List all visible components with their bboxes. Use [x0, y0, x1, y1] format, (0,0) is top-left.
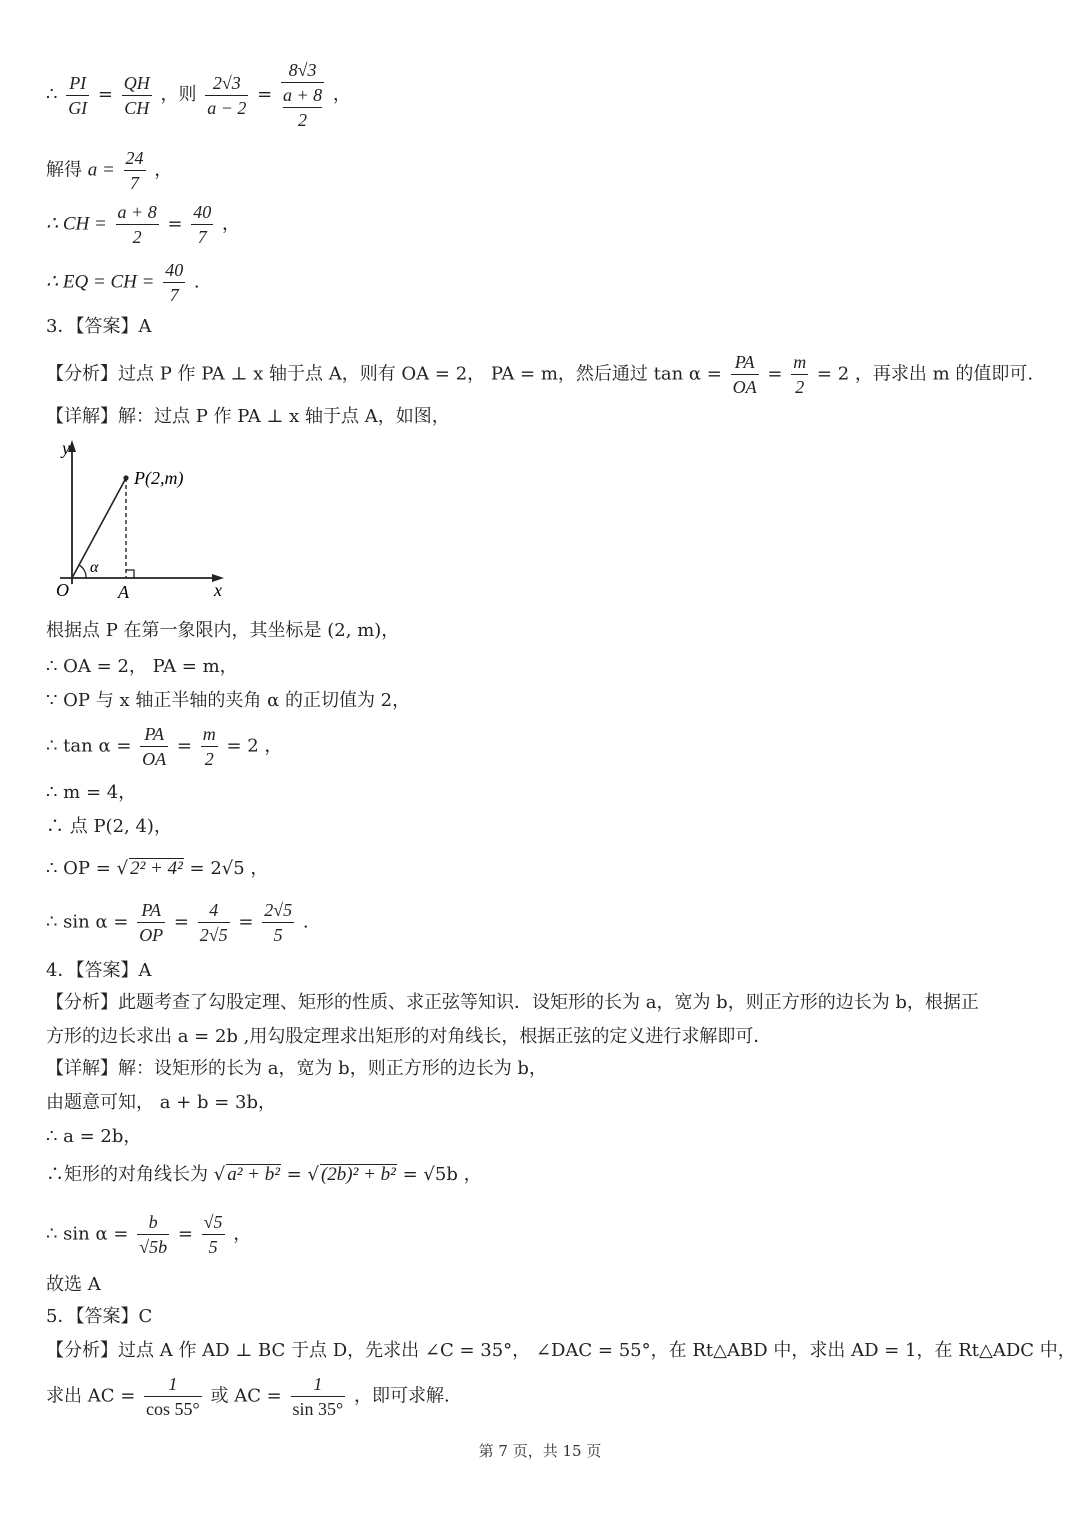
ch-line: ∴ CH = $\frac{a + 8}{2}$ = $\frac{40}{7}$ ， — [46, 202, 240, 247]
q4-analysis-line-1: 【分析】此题考查了勾股定理、矩形的性质、求正弦等知识．设矩形的长为 a，宽为 b，则正方形的边长为 b，根据正 — [46, 992, 979, 1013]
label-alpha: α — [90, 559, 99, 576]
page-footer: 第 7 页，共 15 页 — [478, 1442, 602, 1460]
q3-step-4: ∴ tan α = $\frac{PA}{OA}$ = $\frac{m}{2}$ = 2 ， — [46, 724, 283, 769]
q4-step-4: ∴ sin α = $\frac{b}{√5b}$ = $\frac{√5}{5}$ ， — [46, 1212, 252, 1257]
segment-op — [72, 478, 126, 578]
q5-heading: 5．【答案】C — [46, 1306, 153, 1327]
eq-ratio-line: ∴ $\frac{PI}{GI}$ = $\frac{QH}{CH}$ ，则 $\frac{2√3}{a - 2}$ = 8√3 a + 8 2 ， — [46, 60, 351, 130]
q3-step-8: ∴ sin α = $\frac{PA}{OP}$ = $\frac{4}{2√5}$ = $\frac{2√5}{5}$ . — [46, 900, 309, 945]
q3-analysis: 【分析】过点 P 作 PA ⊥ x 轴于点 A，则有 OA = 2， PA = m，然后通过 tan α = $\frac{PA}{OA}$ = $\frac{m}{2}$ = 2 ，再求出 m 的值即可. — [46, 352, 1034, 397]
q3-step-6: ∴ 点 P(2, 4)， — [46, 816, 172, 837]
q3-step-5: ∴ m = 4， — [46, 782, 137, 803]
q5-analysis-line-2: 求出 AC = $\frac{1}{\cos 55^\circ}$ 或 AC = $\frac{1}{\sin 35^\circ}$ ，即可求解. — [46, 1374, 450, 1419]
q3-step-2: ∴ OA = 2， PA = m， — [46, 656, 238, 677]
q3-detail: 【详解】解：过点 P 作 PA ⊥ x 轴于点 A，如图， — [46, 406, 450, 427]
q4-step-1: 由题意可知， a + b = 3b， — [46, 1092, 277, 1113]
q3-step-3: ∵ OP 与 x 轴正半轴的夹角 α 的正切值为 2， — [46, 690, 411, 711]
label-y: y — [62, 438, 70, 458]
label-o: O — [56, 580, 69, 600]
label-a: A — [118, 582, 129, 602]
q5-analysis-line-1: 【分析】过点 A 作 AD ⊥ BC 于点 D，先求出 ∠C = 35°， ∠DAC = 55°，在 Rt△ABD 中，求出 AD = 1，在 Rt△ADC 中， — [46, 1340, 1076, 1361]
q4-step-3: ∴矩形的对角线长为 √ a² + b² = √ (2b)² + b² = √5b ， — [46, 1164, 482, 1185]
q3-heading: 3．【答案】A — [46, 316, 152, 337]
solve-a-line: 解得 a = $\frac{24}{7}$ ， — [46, 148, 173, 193]
q4-heading: 4．【答案】A — [46, 960, 152, 981]
point-p — [123, 475, 128, 480]
alpha-arc — [79, 565, 86, 578]
q4-analysis-line-2: 方形的边长求出 a = 2b ,用勾股定理求出矩形的对角线长，根据正弦的定义进行求解即可． — [46, 1026, 772, 1047]
eq-line: ∴ EQ = CH = $\frac{40}{7}$ . — [46, 260, 200, 305]
q3-step-7: ∴ OP = √ 2² + 4² = 2√5 ， — [46, 858, 269, 879]
coordinate-figure — [46, 436, 246, 606]
right-angle-mark — [126, 570, 134, 578]
q3-step-1: 根据点 P 在第一象限内，其坐标是 (2, m)， — [46, 620, 400, 641]
label-p: P(2,m) — [134, 468, 184, 488]
label-x: x — [214, 580, 222, 600]
q4-detail: 【详解】解：设矩形的长为 a，宽为 b，则正方形的边长为 b， — [46, 1058, 547, 1079]
q4-choose: 故选 A — [46, 1274, 101, 1295]
q4-step-2: ∴ a = 2b， — [46, 1126, 142, 1147]
